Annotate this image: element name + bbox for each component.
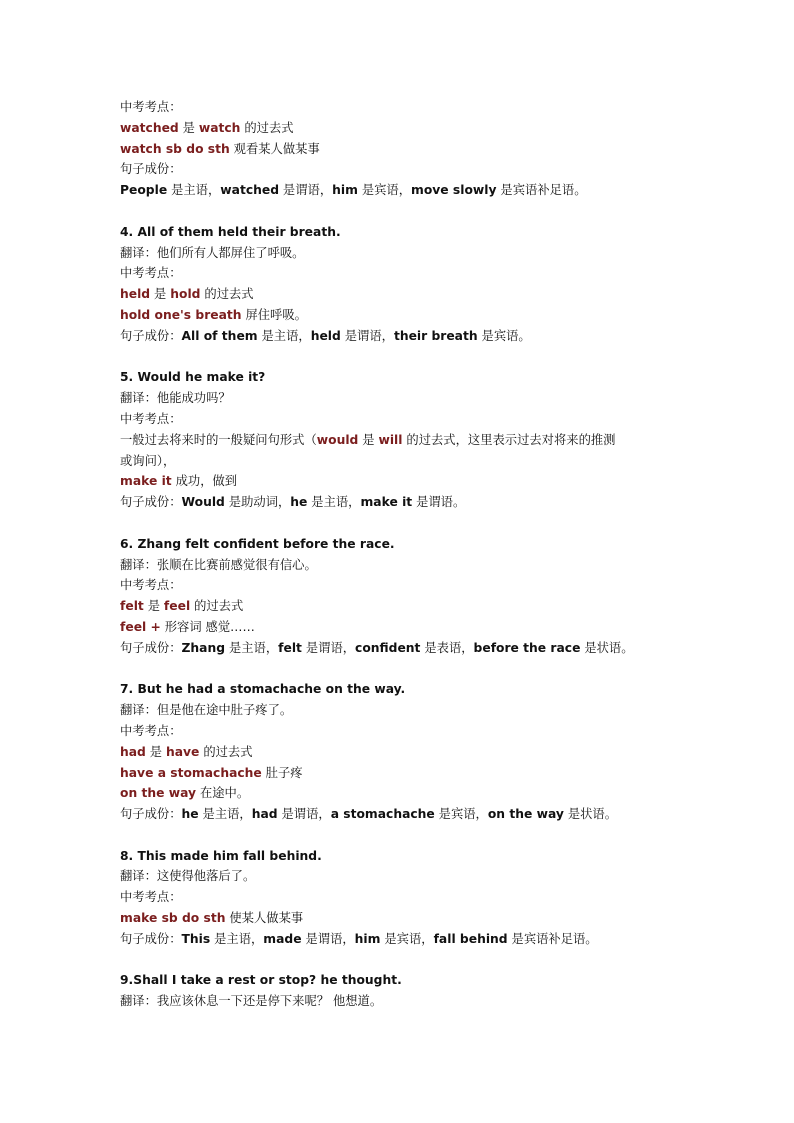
bold-term: he bbox=[181, 807, 199, 822]
text-segment: 是宾语， bbox=[434, 807, 488, 822]
keyword-highlight: watched bbox=[120, 120, 179, 135]
text-segment: 是助动词， bbox=[224, 495, 291, 510]
text-line bbox=[120, 575, 700, 596]
paragraph-gap bbox=[120, 347, 700, 368]
keyword-highlight: have a stomachache bbox=[120, 765, 262, 780]
text-line bbox=[120, 596, 700, 617]
text-segment: 的过去式 bbox=[240, 120, 294, 135]
text-line bbox=[120, 222, 700, 243]
text-segment: 中考考点： bbox=[120, 411, 182, 426]
text-segment: 形容词 感觉…… bbox=[160, 619, 255, 634]
text-segment: 或询问）， bbox=[120, 453, 176, 468]
text-line bbox=[120, 617, 700, 638]
bold-term: him bbox=[332, 183, 358, 198]
text-line bbox=[120, 555, 700, 576]
text-segment: 是主语， bbox=[167, 183, 221, 198]
bold-term: made bbox=[263, 931, 302, 946]
text-line bbox=[120, 159, 700, 180]
text-segment: 翻译：但是他在途中肚子疼了。 bbox=[120, 703, 293, 718]
bold-term: This bbox=[181, 931, 211, 946]
text-line bbox=[120, 367, 700, 388]
text-line bbox=[120, 991, 700, 1012]
keyword-highlight: feel + bbox=[120, 619, 161, 634]
text-segment: 观看某人做某事 bbox=[229, 141, 320, 156]
bold-term: 8. This made him fall behind. bbox=[120, 848, 322, 863]
text-segment: 中考考点： bbox=[120, 890, 182, 905]
text-segment: 的过去式 bbox=[190, 599, 244, 614]
text-line bbox=[120, 243, 700, 264]
text-segment: 一般过去将来时的一般疑问句形式（ bbox=[120, 432, 317, 447]
keyword-highlight: felt bbox=[120, 599, 144, 614]
text-segment: 翻译：我应该休息一下还是停下来呢？ 他想道。 bbox=[120, 994, 383, 1009]
text-segment: 使某人做某事 bbox=[225, 911, 304, 926]
text-segment: 是主语， bbox=[307, 495, 361, 510]
paragraph-gap bbox=[120, 201, 700, 222]
keyword-highlight: had bbox=[120, 744, 146, 759]
text-segment: 是谓语， bbox=[301, 640, 356, 655]
text-line bbox=[120, 534, 700, 555]
keyword-highlight: make it bbox=[120, 474, 172, 489]
bold-term: All of them bbox=[181, 328, 258, 343]
text-segment: 是 bbox=[145, 744, 166, 759]
bold-term: a stomachache bbox=[330, 807, 435, 822]
text-segment: 是主语， bbox=[257, 328, 311, 343]
paragraph-gap bbox=[120, 659, 700, 680]
text-segment: 是谓语， bbox=[340, 328, 394, 343]
keyword-highlight: would bbox=[316, 432, 359, 447]
text-line bbox=[120, 700, 700, 721]
bold-term: felt bbox=[278, 640, 302, 655]
bold-term: 9.Shall I take a rest or stop? he thought. bbox=[120, 973, 402, 988]
text-line bbox=[120, 139, 700, 160]
keyword-highlight: held bbox=[120, 287, 151, 302]
paragraph-gap bbox=[120, 950, 700, 971]
text-segment: 句子成份： bbox=[120, 807, 182, 822]
text-segment: 中考考点： bbox=[120, 723, 182, 738]
text-segment: 句子成份： bbox=[120, 640, 182, 655]
keyword-highlight: hold one's breath bbox=[120, 307, 242, 322]
text-line bbox=[120, 721, 700, 742]
keyword-highlight: have bbox=[165, 744, 200, 759]
keyword-highlight: watch sb do sth bbox=[120, 141, 230, 156]
text-segment: 屏住呼吸。 bbox=[241, 307, 307, 322]
bold-term: their breath bbox=[393, 328, 478, 343]
text-segment: 是谓语， bbox=[301, 931, 355, 946]
text-segment: 翻译：张顺在比赛前感觉很有信心。 bbox=[120, 557, 317, 572]
bold-term: Would bbox=[181, 495, 225, 510]
text-segment: 是表语， bbox=[420, 640, 474, 655]
bold-term: on the way bbox=[487, 807, 564, 822]
text-segment: 是主语， bbox=[210, 931, 264, 946]
text-line bbox=[120, 929, 700, 950]
text-segment: 是 bbox=[143, 599, 164, 614]
text-segment: 是宾语补足语。 bbox=[496, 183, 587, 198]
text-segment: 是谓语， bbox=[279, 183, 333, 198]
text-segment: 是宾语， bbox=[380, 931, 434, 946]
text-segment: 是宾语补足语。 bbox=[507, 931, 598, 946]
text-segment: 是谓语。 bbox=[412, 495, 466, 510]
text-line bbox=[120, 97, 700, 118]
text-segment: 中考考点： bbox=[120, 100, 182, 114]
bold-term: move slowly bbox=[411, 183, 497, 198]
bold-term: confident bbox=[355, 640, 421, 655]
text-segment: 是谓语， bbox=[277, 807, 331, 822]
text-segment: 成功，做到 bbox=[171, 474, 238, 489]
text-line bbox=[120, 284, 700, 305]
bold-term: 6. Zhang felt confident before the race. bbox=[120, 536, 395, 551]
text-segment: 肚子疼 bbox=[261, 765, 303, 780]
document-page bbox=[120, 97, 700, 1012]
text-line bbox=[120, 451, 700, 472]
paragraph-gap bbox=[120, 513, 700, 534]
bold-term: 4. All of them held their breath. bbox=[120, 224, 341, 239]
text-segment: 的过去式 bbox=[199, 744, 253, 759]
text-segment: 句子成份： bbox=[120, 931, 182, 946]
bold-term: 7. But he had a stomachache on the way. bbox=[120, 682, 406, 697]
text-segment: 是宾语， bbox=[357, 183, 412, 198]
text-line bbox=[120, 471, 700, 492]
text-line bbox=[120, 804, 700, 825]
bold-term: watched bbox=[220, 183, 280, 198]
text-line bbox=[120, 492, 700, 513]
keyword-highlight: watch bbox=[198, 120, 241, 135]
bold-term: before the race bbox=[473, 640, 581, 655]
text-segment: 是状语。 bbox=[580, 640, 634, 655]
bold-term: he bbox=[290, 495, 308, 510]
text-segment: 是 bbox=[178, 120, 199, 135]
text-segment: 是 bbox=[150, 287, 171, 302]
text-line bbox=[120, 180, 700, 201]
text-segment: 是宾语。 bbox=[477, 328, 531, 343]
text-segment: 翻译：他们所有人都屏住了呼吸。 bbox=[120, 245, 305, 260]
bold-term: held bbox=[310, 328, 341, 343]
text-line bbox=[120, 908, 700, 929]
text-line bbox=[120, 742, 700, 763]
text-segment: 是主语， bbox=[225, 640, 279, 655]
text-line bbox=[120, 118, 700, 139]
text-segment: 中考考点： bbox=[120, 578, 182, 593]
text-segment: 句子成份： bbox=[120, 328, 182, 343]
bold-term: People bbox=[120, 183, 168, 198]
text-segment: 是状语。 bbox=[563, 807, 618, 822]
text-line bbox=[120, 763, 700, 784]
keyword-highlight: feel bbox=[163, 599, 191, 614]
text-segment: 句子成份： bbox=[120, 495, 182, 510]
keyword-highlight: hold bbox=[170, 287, 201, 302]
text-segment: 的过去式，这里表示过去对将来的推测 bbox=[402, 432, 616, 447]
text-line bbox=[120, 970, 700, 991]
text-segment: 是主语， bbox=[198, 807, 252, 822]
text-line bbox=[120, 866, 700, 887]
text-line bbox=[120, 783, 700, 804]
text-line bbox=[120, 388, 700, 409]
text-line bbox=[120, 305, 700, 326]
text-line bbox=[120, 326, 700, 347]
text-line bbox=[120, 430, 700, 451]
text-segment: 翻译：这使得他落后了。 bbox=[120, 869, 256, 884]
paragraph-gap bbox=[120, 825, 700, 846]
bold-term: him bbox=[354, 931, 381, 946]
keyword-highlight: will bbox=[378, 432, 403, 447]
text-segment: 的过去式 bbox=[200, 287, 254, 302]
text-segment: 句子成份： bbox=[120, 162, 182, 177]
text-line bbox=[120, 409, 700, 430]
bold-term: fall behind bbox=[433, 931, 508, 946]
keyword-highlight: on the way bbox=[120, 786, 197, 801]
text-segment: 翻译：他能成功吗？ bbox=[120, 391, 231, 406]
text-line bbox=[120, 846, 700, 867]
text-segment: 在途中。 bbox=[196, 786, 250, 801]
bold-term: had bbox=[251, 807, 278, 822]
keyword-highlight: make sb do sth bbox=[120, 911, 226, 926]
text-segment: 是 bbox=[358, 432, 379, 447]
text-line bbox=[120, 679, 700, 700]
bold-term: Zhang bbox=[181, 640, 226, 655]
text-line bbox=[120, 638, 700, 659]
bold-term: 5. Would he make it? bbox=[120, 370, 266, 385]
text-segment: 中考考点： bbox=[120, 266, 182, 281]
bold-term: make it bbox=[360, 495, 413, 510]
text-line bbox=[120, 887, 700, 908]
text-line bbox=[120, 263, 700, 284]
